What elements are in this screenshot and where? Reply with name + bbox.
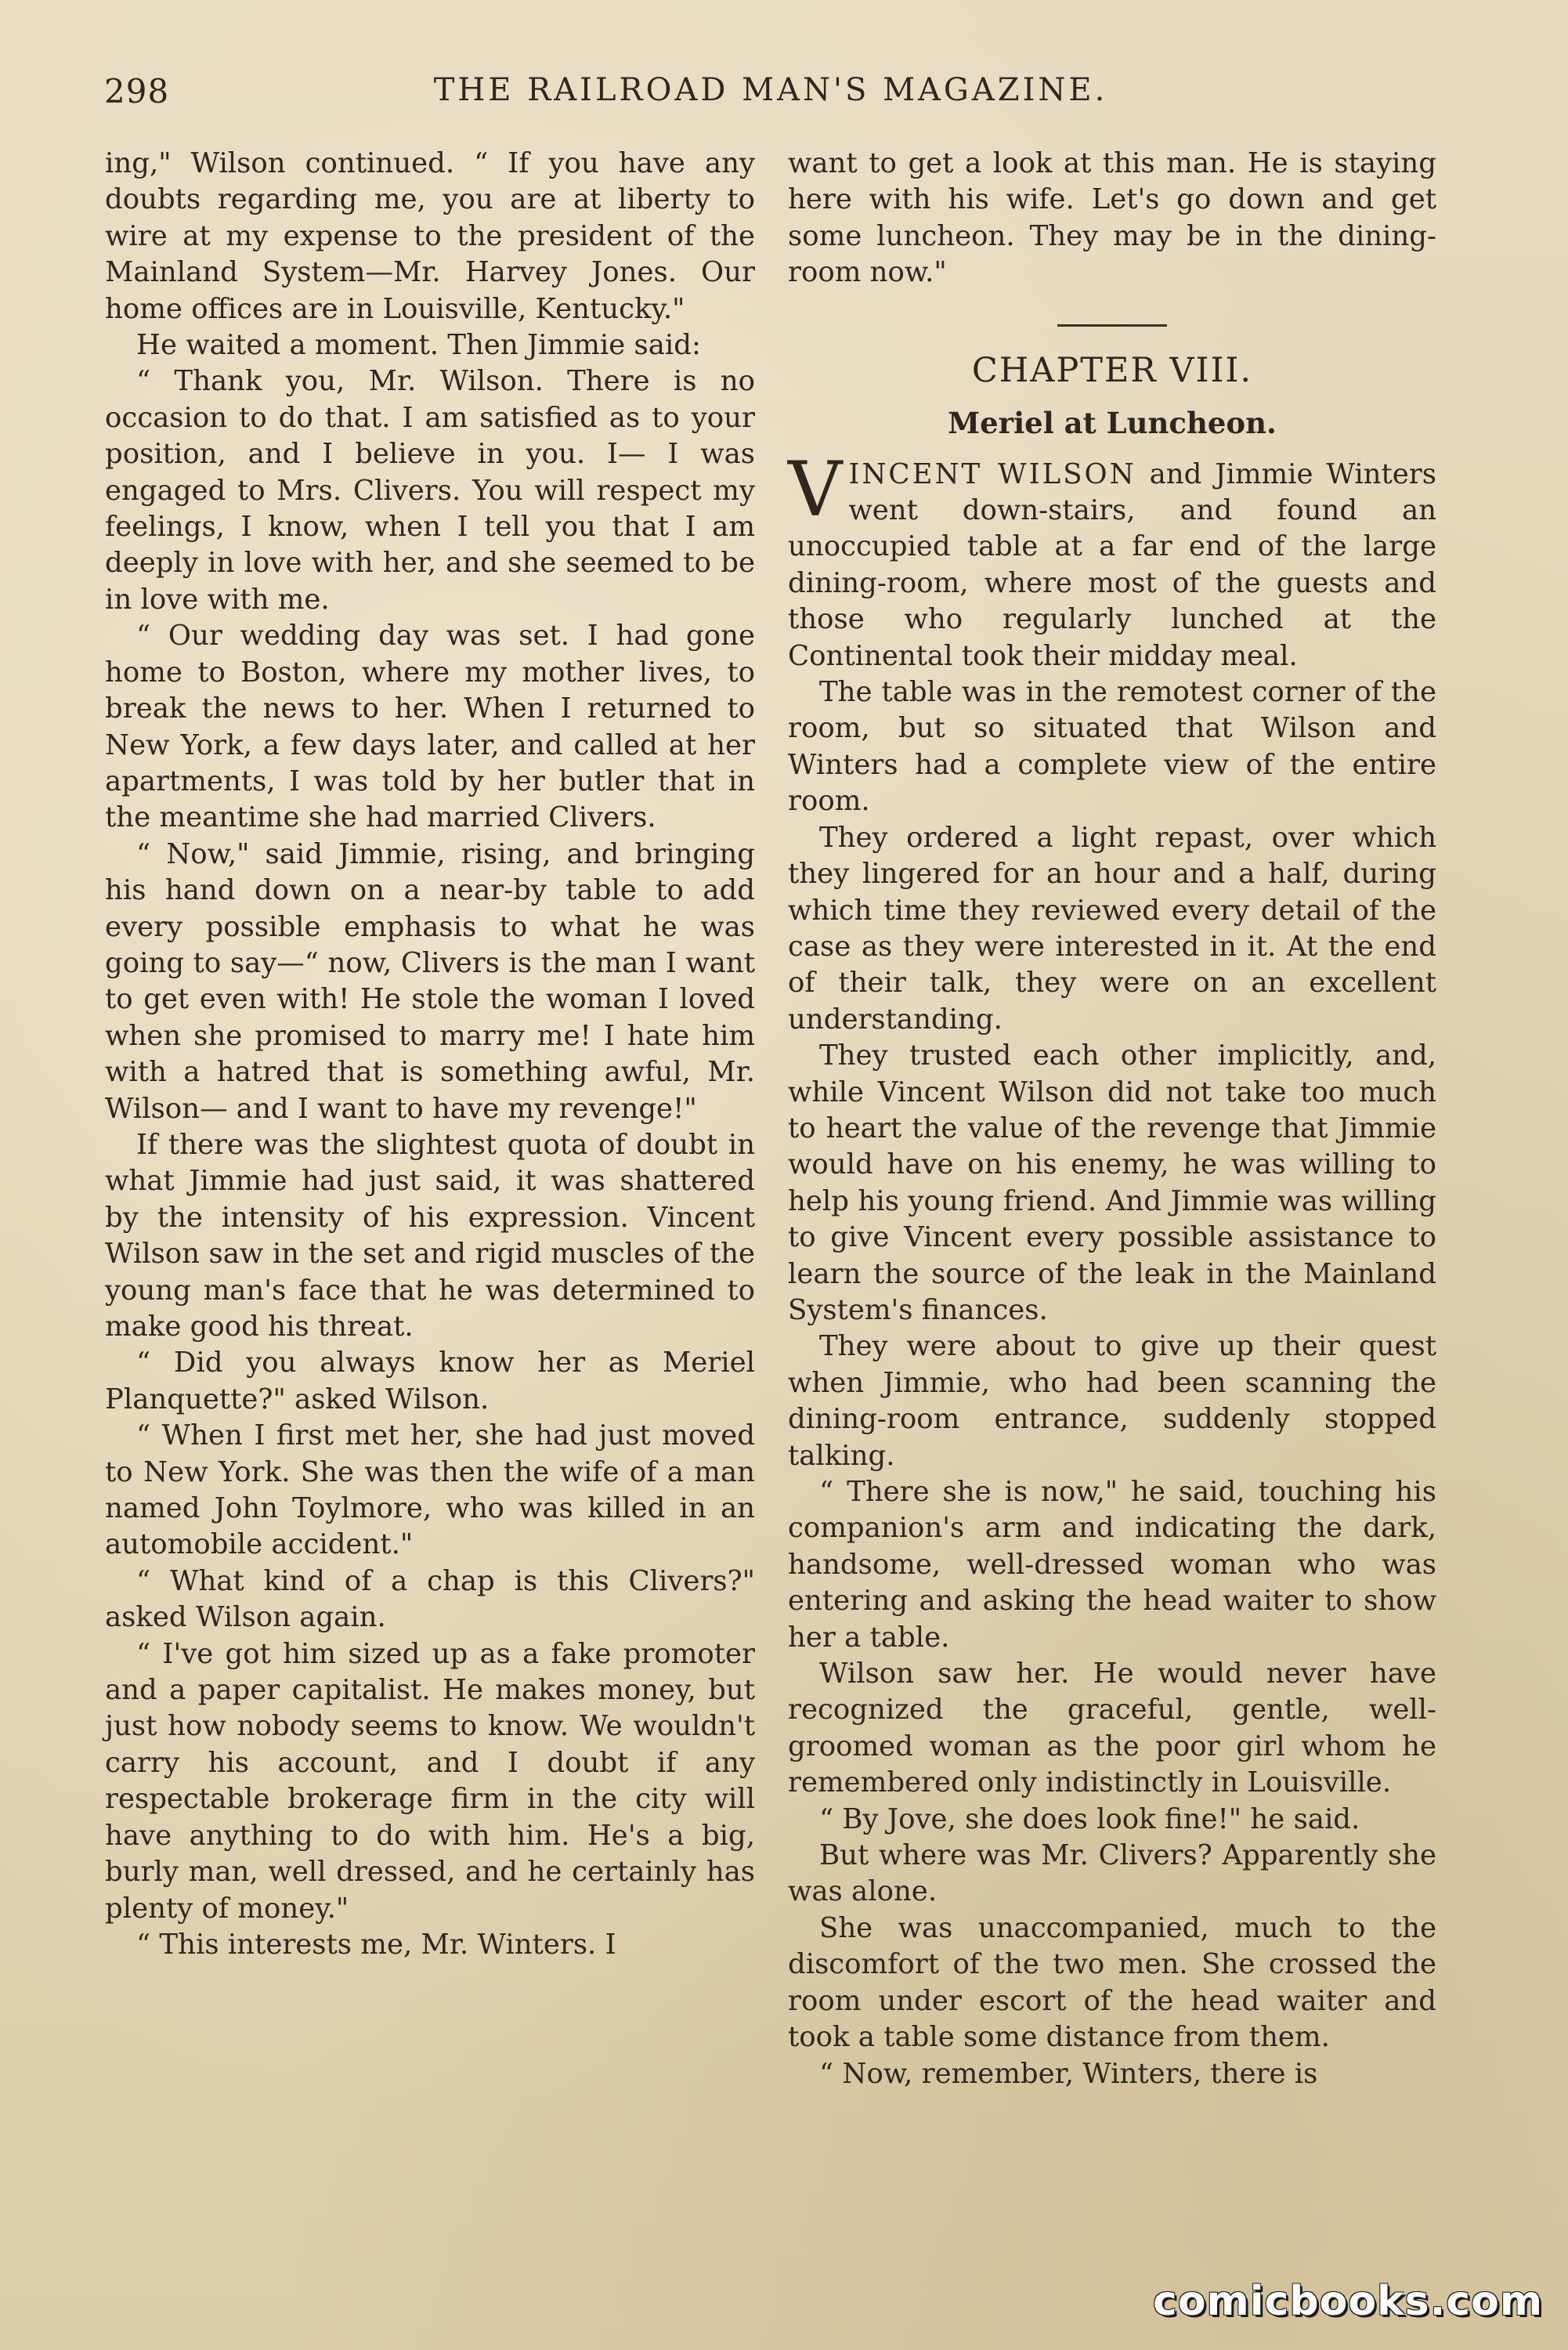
right-column: [788, 146, 1436, 2229]
paragraph: He waited a moment. Then Jimmie said:: [136, 329, 701, 362]
opening-small-caps: INCENT WILSON: [848, 457, 1136, 490]
paragraph: Wilson saw her. He would never have recognized the graceful, gentle, well-groomed woman as the poor girl whom he remembered only indistinctly in Louisville.: [788, 1658, 1436, 1799]
paragraph: They trusted each other implicitly, and, while Vincent Wilson did not take too much to heart the value of the revenge that Jimmie would have on his enemy, he was willing to help his young friend. And Jimmie was willing to give Vincent every possible assistance to learn the source of the leak in the Mainland System's finances.: [788, 1039, 1436, 1326]
paragraph: “ What kind of a chap is this Clivers?" asked Wilson again.: [105, 1564, 755, 1634]
paragraph: “ Did you always know her as Meriel Planquette?" asked Wilson.: [105, 1347, 755, 1415]
paragraph: want to get a look at this man. He is staying here with his wife. Let's go down and get some luncheon. They may be in the dining-room now.": [788, 147, 1436, 289]
section-divider: [1057, 324, 1167, 327]
paragraph: They ordered a light repast, over which they lingered for an hour and a half, during which time they reviewed every detail of the case as they were interested in it. At the end of their talk, they were on an excellent understanding.: [788, 821, 1436, 1036]
paragraph: “ Thank you, Mr. Wilson. There is no occasion to do that. I am satisfied as to your position, and I believe in you. I— I was engaged to Mrs. Clivers. You will respect my feelings, I know, when I tell you that I am deeply in love with her, and she seemed to be in love with me.: [105, 365, 755, 616]
opening-paragraph-text: and Jimmie Winters went down-stairs, and found an unoccupied table at a far end of the large dining-room, where most of the guests and those who regularly lunched at the Continental took their midday meal.: [788, 457, 1436, 672]
paragraph: If there was the slightest quota of doubt in what Jimmie had just said, it was shattered by the intensity of his expression. Vincent Wilson saw in the set and rigid muscles of the young man's face that he was determined to make good his threat.: [105, 1128, 755, 1343]
paragraph: “ By Jove, she does look fine!" he said.: [819, 1802, 1360, 1835]
chapter-opening-paragraph: [788, 445, 1436, 674]
paragraph: “ Now, remember, Winters, there is: [819, 2057, 1318, 2090]
running-head: [0, 72, 1568, 119]
paragraph: “ I've got him sized up as a fake promoter and a paper capitalist. He makes money, but just how nobody seems to know. We wouldn't carry his account, and I doubt if any respectable brokerage firm in the city will have anything to do with him. He's a big, burly man, well dressed, and he certainly has plenty of money.": [105, 1637, 755, 1925]
paragraph: ing," Wilson continued. “ If you have any doubts regarding me, you are at liberty to wire at my expense to the president of the Mainland System—Mr. Harvey Jones. Our home offices are in Louisville, Kentucky.": [105, 147, 755, 325]
paragraph: “ There she is now," he said, touching his companion's arm and indicating the dark, handsome, well-dressed woman who was entering and asking the head waiter to show her a table.: [788, 1476, 1436, 1654]
paragraph: “ Our wedding day was set. I had gone home to Boston, where my mother lives, to break the news to her. When I returned to New York, a few days later, and called at her apartments, I was told by her butler that in the meantime she had married Clivers.: [105, 620, 755, 834]
paragraph: The table was in the remotest corner of the room, but so situated that Wilson and Winters had a complete view of the entire room.: [788, 676, 1436, 818]
drop-cap: V: [788, 445, 843, 533]
left-column: [105, 146, 755, 2229]
paragraph: But where was Mr. Clivers? Apparently she was alone.: [788, 1839, 1436, 1908]
site-watermark: comicbooks.com: [1153, 2278, 1544, 2325]
chapter-title: CHAPTER VIII.: [971, 350, 1253, 390]
chapter-subtitle: Meriel at Luncheon.: [948, 405, 1277, 440]
paragraph: “ When I first met her, she had just moved to New York. She was then the wife of a man named John Toylmore, who was killed in an automobile accident.": [105, 1419, 755, 1561]
paragraph: “ Now," said Jimmie, rising, and bringing his hand down on a near-by table to add every possible emphasis to what he was going to say—“ now, Clivers is the man I want to get even with! He stole the woman I loved when she promised to marry me! I hate him with a hatred that is something awful, Mr. Wilson— and I want to have my revenge!": [105, 837, 755, 1125]
page-number: 298: [104, 72, 170, 110]
paragraph: She was unaccompanied, much to the discomfort of the two men. She crossed the room under escort of the head waiter and took a table some distance from them.: [788, 1911, 1436, 2054]
paragraph: “ This interests me, Mr. Winters. I: [136, 1928, 616, 1961]
magazine-title: THE RAILROAD MAN'S MAGAZINE.: [433, 72, 1108, 108]
paragraph: They were about to give up their quest when Jimmie, who had been scanning the dining-room entrance, suddenly stopped talking.: [788, 1330, 1436, 1472]
